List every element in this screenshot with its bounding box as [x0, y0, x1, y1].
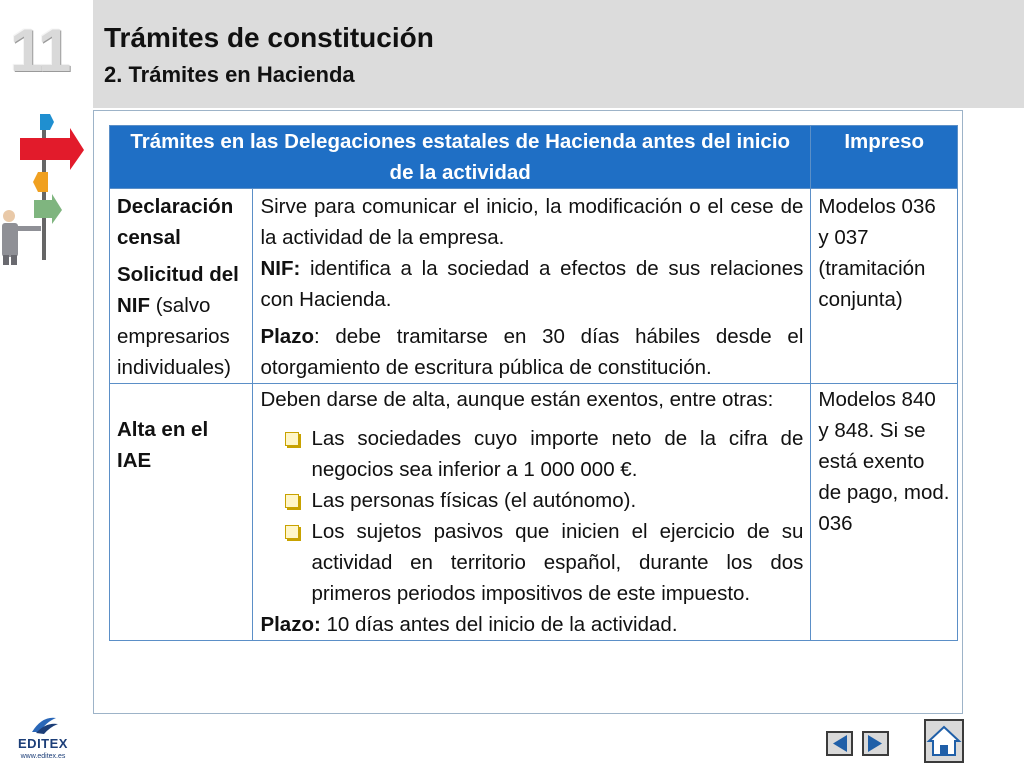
header-band	[93, 0, 1024, 108]
signpost-figure-icon	[0, 108, 92, 268]
table-header-row	[110, 126, 958, 189]
next-button[interactable]	[862, 731, 889, 756]
list-item-text: Los sujetos pasivos que inicien el ejercicio de su actividad en territorio español, durante los dos primeros periodos impositivos de este impuesto.	[311, 520, 804, 605]
row2-label-cell	[110, 384, 253, 641]
list-item	[282, 485, 803, 516]
editex-logo-icon	[12, 712, 74, 736]
table-header-impreso: Impreso	[811, 126, 958, 189]
row2-label: Alta en el IAE	[117, 418, 209, 472]
row2-intro: Deben darse de alta, aunque están exentos, entre otras:	[260, 388, 774, 411]
row2-exempt-list	[260, 423, 803, 609]
list-item-text: Las personas físicas (el autónomo).	[311, 489, 637, 512]
row2-plazo	[260, 609, 803, 640]
row2-description-cell	[253, 384, 811, 641]
row1-label-nif-bold: Solicitud del NIF	[117, 263, 239, 317]
row1-desc-p2-rest: identifica a la sociedad a efectos de sus relaciones con Hacienda.	[260, 257, 804, 311]
row2-plazo-rest: 10 días antes del inicio de la actividad.	[320, 613, 678, 636]
row1-label-nif	[117, 259, 245, 383]
table-row	[110, 189, 958, 384]
triangle-left-icon	[828, 733, 851, 754]
row1-label-cell	[110, 189, 253, 384]
checkbox-bullet-icon	[285, 525, 299, 539]
list-item	[282, 516, 803, 609]
row1-desc-p2	[260, 253, 803, 315]
checkbox-bullet-icon	[285, 432, 299, 446]
row1-desc-p1: Sirve para comunicar el inicio, la modificación o el cese de la actividad de la empresa.	[260, 195, 804, 249]
list-item-text: Las sociedades cuyo importe neto de la cifra de negocios sea inferior a 1 000 000 €.	[311, 427, 804, 481]
logo-url: www.editex.es	[20, 753, 66, 760]
row2-impreso-cell: Modelos 840 y 848. Si se está exento de pago, mod. 036	[811, 384, 958, 641]
chapter-number: 11	[10, 17, 70, 84]
table-row	[110, 384, 958, 641]
row1-impreso-cell: Modelos 036 y 037 (tramitación conjunta)	[811, 189, 958, 384]
editex-logo	[12, 712, 74, 762]
page-title: Trámites de constitución	[104, 22, 434, 53]
row1-desc-p2-bold: NIF:	[260, 257, 301, 280]
row1-label-declaracion: Declaración censal	[117, 195, 234, 249]
row1-label-nif-rest: (salvo empresarios individuales)	[117, 294, 231, 379]
green-arrow-icon	[34, 194, 62, 224]
row1-desc-p3	[260, 321, 803, 383]
previous-button[interactable]	[826, 731, 853, 756]
triangle-right-icon	[864, 733, 887, 754]
checkbox-bullet-icon	[285, 494, 299, 508]
procedures-table	[109, 125, 958, 641]
row1-desc-p3-bold: Plazo	[260, 325, 314, 348]
table-header-main: Trámites en las Delegaciones estatales de Hacienda antes del inicio de la actividad	[110, 126, 811, 189]
row1-description-cell	[253, 189, 811, 384]
red-arrow-icon	[20, 128, 84, 170]
home-icon	[926, 721, 962, 761]
blue-arrow-icon	[40, 114, 54, 130]
page-subtitle: 2. Trámites en Hacienda	[104, 62, 355, 87]
list-item	[282, 423, 803, 485]
row1-desc-p3-rest: : debe tramitarse en 30 días hábiles desde el otorgamiento de escritura pública de constitución.	[260, 325, 804, 379]
row2-plazo-bold: Plazo:	[260, 613, 321, 636]
orange-arrow-icon	[33, 172, 48, 192]
home-button[interactable]	[924, 719, 964, 763]
logo-text: EDITEX	[18, 736, 68, 751]
